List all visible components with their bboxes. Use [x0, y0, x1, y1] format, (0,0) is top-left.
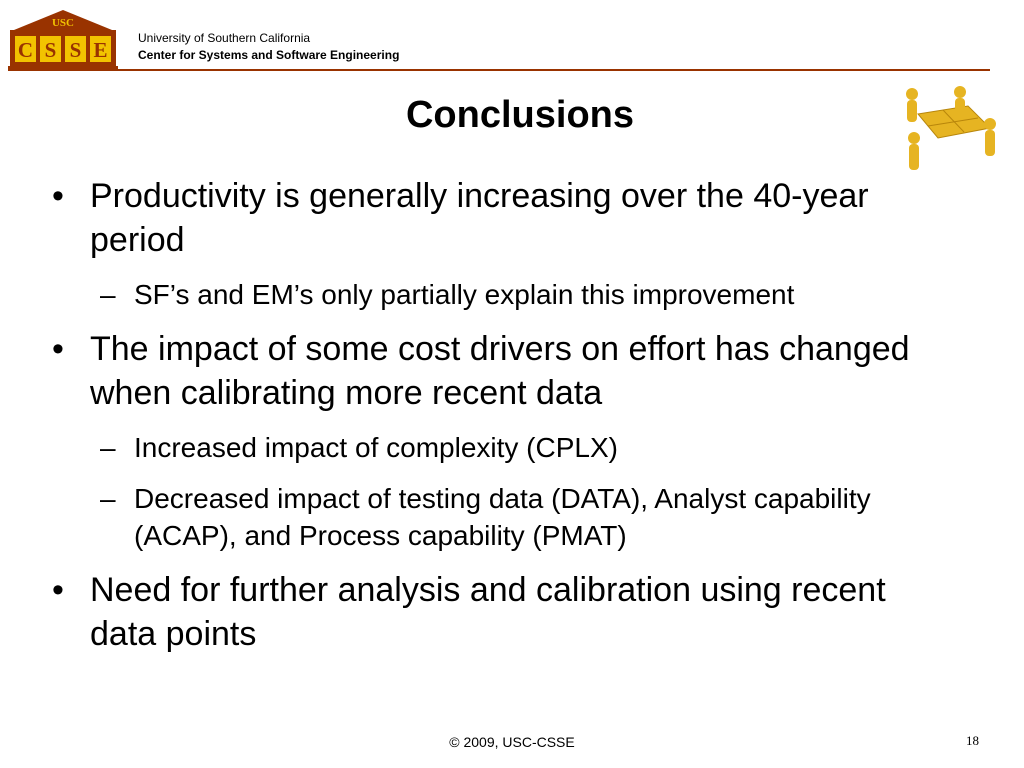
subbullet-text: Increased impact of complexity (CPLX) [134, 432, 618, 463]
logo-letter-s1: S [44, 38, 57, 62]
bullet-list [52, 174, 952, 670]
subbullet-sf-em [52, 276, 952, 313]
logo-usc-text: USC [51, 17, 75, 29]
dash-marker: – [100, 279, 116, 310]
bullet-cost-drivers [52, 327, 952, 415]
subbullet-text: Decreased impact of testing data (DATA), Analyst capability (ACAP), and Process capability (PMAT) [134, 483, 871, 551]
org-line-center: Center for Systems and Software Engineering [138, 48, 400, 62]
subbullet-text: SF’s and EM’s only partially explain this improvement [134, 279, 795, 310]
organization-name [138, 30, 399, 64]
dash-marker: – [100, 432, 116, 463]
puzzle-team-clipart [898, 84, 998, 174]
page-number: 18 [966, 733, 979, 748]
slide-title: Conclusions [405, 94, 635, 136]
subbullet-decreased-impact [52, 480, 952, 554]
bullet-productivity [52, 174, 952, 262]
bullet-marker: • [52, 571, 64, 609]
bullet-text: Need for further analysis and calibration using recent data points [90, 571, 886, 653]
subbullet-complexity [52, 429, 952, 466]
logo-letter-c: C [17, 38, 34, 62]
bullet-marker: • [52, 330, 64, 368]
org-line-university: University of Southern California [138, 31, 311, 45]
footer-copyright: © 2009, USC-CSSE [449, 734, 575, 750]
bullet-marker: • [52, 177, 64, 215]
bullet-text: The impact of some cost drivers on effort has changed when calibrating more recent data [90, 330, 910, 412]
logo-letter-s2: S [69, 38, 82, 62]
logo-letter-e: E [93, 38, 108, 62]
header-divider [116, 69, 990, 71]
bullet-further-analysis [52, 568, 952, 656]
dash-marker: – [100, 483, 116, 514]
bullet-text: Productivity is generally increasing over the 40-year period [90, 177, 869, 259]
usc-csse-logo [8, 8, 118, 72]
